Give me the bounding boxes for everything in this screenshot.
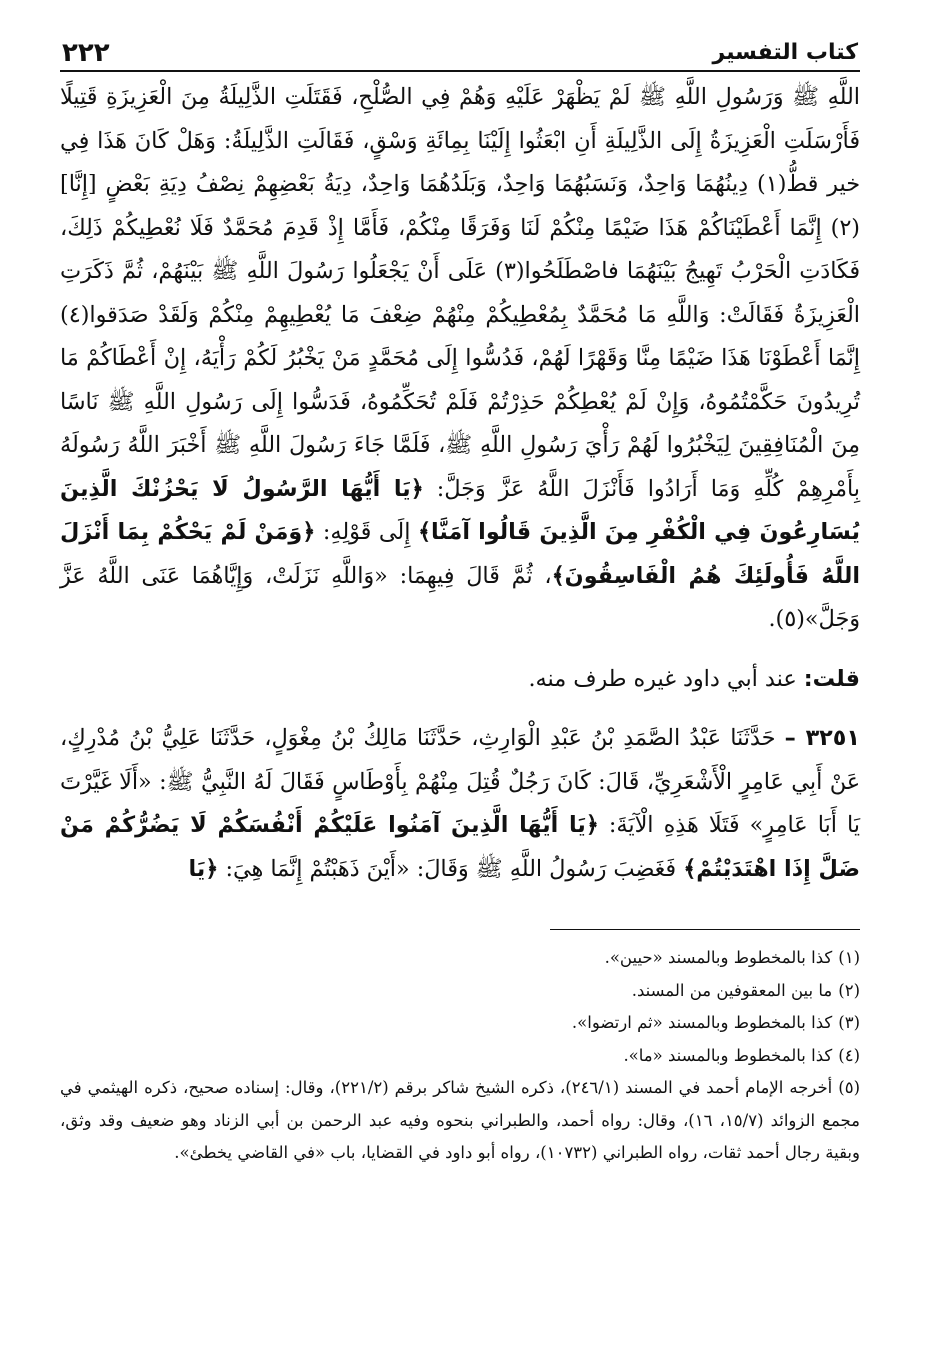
page-number: ٢٢٢: [62, 38, 110, 68]
quran-verse: ﴿يَا: [188, 855, 219, 882]
footnote: [60, 975, 860, 1008]
hadith-number: ٣٢٥١ –: [784, 725, 860, 751]
footnote-text: كذا بالمخطوط وبالمسند «ما».: [623, 1045, 833, 1065]
hadith-continuation: [60, 76, 860, 642]
book-title: كتاب التفسير: [712, 40, 858, 65]
note-label: قلت:: [803, 665, 860, 692]
page-header: [60, 28, 860, 72]
main-text: [60, 76, 860, 891]
narration-text: ، ثُمَّ قَالَ فِيهِمَا: «وَاللَّهِ نَزَلَتْ، وَإِيَّاهُمَا عَنَى اللَّهُ عَزَّ وَجَلَّ»(٥).: [60, 562, 860, 632]
footnote: [60, 1007, 860, 1040]
hadith-3251: [60, 717, 860, 891]
footnote-text: كذا بالمخطوط وبالمسند «حيين».: [604, 948, 833, 967]
narration-text: إِلَى قَوْلِهِ:: [322, 519, 411, 545]
footnote: [60, 1072, 860, 1170]
footnote-number: (١): [838, 948, 860, 967]
footnote: [60, 1040, 860, 1073]
footnote-number: (٤): [838, 1045, 860, 1065]
quran-verse: ﴿يَا أَيُّهَا الرَّسُولُ لَا يَحْزُنْكَ الَّذِينَ يُسَارِعُونَ فِي الْكُفْرِ مِنَ الَّذِينَ قَالُوا آمَنَّا﴾: [60, 475, 860, 545]
footnote-number: (٢): [838, 980, 860, 1000]
footnote-number: (٥): [838, 1078, 861, 1097]
footnote-number: (٣): [838, 1013, 860, 1032]
footnotes: [60, 942, 860, 1170]
quran-verse: ﴿وَمَنْ لَمْ يَحْكُمْ بِمَا أَنْزَلَ اللَّهُ فَأُولَئِكَ هُمُ الْفَاسِقُونَ﴾: [60, 519, 861, 589]
note-text: عند أبي داود غيره طرف منه.: [528, 665, 797, 692]
footnote: [60, 942, 860, 975]
editor-note: [60, 658, 860, 702]
narration-text: اللَّهِ ﷺ وَرَسُولِ اللَّهِ ﷺ لَمْ يَظْهَرْ عَلَيْهِ وَهُمْ فِي الصُّلْحِ، فَقَتَلَتِ الذَّلِيلَةُ مِنَ الْعَزِيزَةِ قَتِيلًا فَأَرْسَلَتِ الْعَزِيزَةُ إِلَى الذَّلِيلَةِ أَنِ ابْعَثُوا إِلَيْنَا بِمِائَةِ وَسْقٍ، فَقَالَتِ الذَّلِيلَةُ: وَهَلْ كَانَ هَذَا فِي خير قطُّ(١) دِينُهُمَا وَاحِدٌ، وَنَسَبُهُمَا وَاحِدٌ، وَبَلَدُهُمَا وَاحِدٌ، دِيَةُ بَعْضِهِمْ نِصْفُ دِيَةِ بَعْضٍ [إِنَّا](٢) إِنَّمَا أَعْطَيْنَاكُمْ هَذَا ضَيْمًا مِنْكُمْ لَنَا وَفَرَقًا مِنْكُمْ، فَأَمَّا إِذْ قَدِمَ مُحَمَّدٌ فَلَا نُعْطِيكُمْ ذَلِكَ، فَكَادَتِ الْحَرْبُ تَهِيجُ بَيْنَهُمَا فاصْطَلَحُوا(٣) عَلَى أَنْ يَجْعَلُوا رَسُولَ اللَّهِ ﷺ بَيْنَهُمْ، ثُمَّ ذَكَرَتِ الْعَزِيزَةُ فَقَالَتْ: وَاللَّهِ مَا مُحَمَّدٌ بِمُعْطِيكُمْ مِنْهُمْ ضِعْفَ مَا يُعْطِيهِمْ مِنْكُمْ وَلَقَدْ صَدَقوا(٤) إِنَّمَا أَعْطَوْنَا هَذَا ضَيْمًا مِنَّا وَقَهْرًا لَهُمْ، فَدُسُّوا إِلَى مُحَمَّدٍ مَنْ يَخْبُرُ لَكُمْ رَأْيَهُ، إِنْ أَعْطَاكُمْ مَا تُرِيدُونَ حَكَّمْتُمُوهُ، وَإِنْ لَمْ يُعْطِكُمْ حَذِرْتُمْ فَلَمْ تُحَكِّمُوهُ، فَدَسُّوا إِلَى رَسُولِ اللَّهِ ﷺ نَاسًا مِنَ الْمُنَافِقِينَ لِيَخْبُرُوا لَهُمْ رَأْيَ رَسُولِ اللَّهِ ﷺ، فَلَمَّا جَاءَ رَسُولَ اللَّهِ ﷺ أَخْبَرَ اللَّهُ رَسُولَهُ بِأَمْرِهِمْ كُلِّهِ وَمَا أَرَادُوا فَأَنْزَلَ اللَّهُ عَزَّ وَجَلَّ:: [60, 84, 860, 502]
book-page: [60, 28, 860, 1170]
footnote-text: كذا بالمخطوط وبالمسند «ثم ارتضوا».: [571, 1013, 833, 1032]
footnote-divider: [550, 929, 860, 930]
footnote-text: أخرجه الإمام أحمد في المسند (٢٤٦/١)، ذكره الشيخ شاكر برقم (٢٢١/٢)، وقال: إسناده صحيح، ذكره الهيثمي في مجمع الزوائد (١٥/٧، ١٦)، وقال: رواه أحمد، والطبراني بنحوه وفيه عبد الرحمن بن أبي الزناد وهو ضعيف وقد وثق، وبقية رجال أحمد ثقات، رواه الطبراني (١٠٧٣٢)، رواه أبو داود في القضايا، باب «في القاضي يخطئ».: [60, 1078, 860, 1162]
footnote-text: ما بين المعقوفين من المسند.: [631, 980, 833, 1000]
narration-text: فَغَضِبَ رَسُولُ اللَّهِ ﷺ وَقَالَ: «أَيْنَ ذَهَبْتُمْ إِنَّمَا هِيَ:: [225, 855, 677, 882]
narration-text: حَدَّثَنَا عَبْدُ الصَّمَدِ بْنُ عَبْدِ الْوَارِثِ، حَدَّثَنَا مَالِكُ بْنُ مِغْوَلٍ، حَدَّثَنَا عَلِيُّ بْنُ مُدْرِكٍ، عَنْ أَبِي عَامِرٍ الْأَشْعَرِيِّ، قَالَ: كَانَ رَجُلٌ قُتِلَ مِنْهُمْ بِأَوْطَاسٍ فَقَالَ لَهُ النَّبِيُّ ﷺ: «أَلَا غَيَّرْتَ يَا أَبَا عَامِرٍ» فَتَلَا هَذِهِ الْآيَةَ:: [60, 725, 860, 838]
quran-verse: ﴿يَا أَيُّهَا الَّذِينَ آمَنُوا عَلَيْكُمْ أَنْفُسَكُمْ لَا يَضُرُّكُمْ مَنْ ضَلَّ إِذَا اهْتَدَيْتُمْ﴾: [60, 812, 860, 882]
